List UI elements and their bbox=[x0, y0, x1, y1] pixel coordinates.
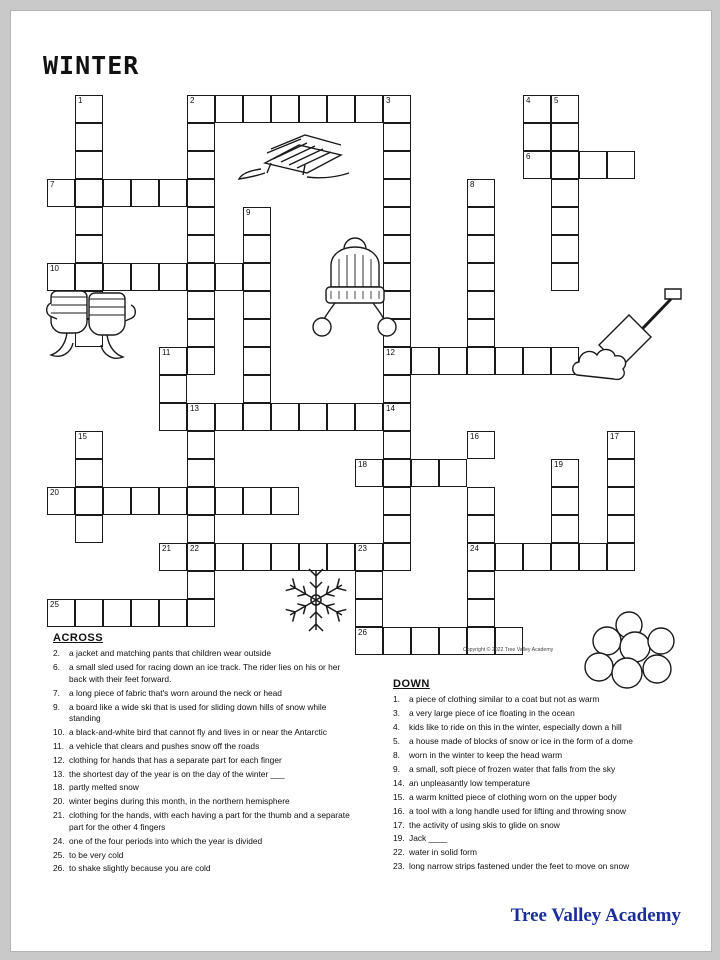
clue-number: 14. bbox=[393, 777, 405, 788]
cell-number: 10 bbox=[50, 264, 59, 273]
clue-text: a vehicle that clears and pushes snow off the roads bbox=[69, 740, 260, 751]
clue-number: 9. bbox=[53, 701, 60, 712]
clue-text: one of the four periods into which the year is divided bbox=[69, 835, 263, 846]
cell-number: 15 bbox=[78, 432, 87, 441]
crossword-cell[interactable] bbox=[187, 347, 215, 375]
crossword-cell[interactable] bbox=[47, 487, 75, 515]
clue-text: the activity of using skis to glide on snow bbox=[409, 819, 560, 830]
clue-number: 3. bbox=[393, 708, 400, 719]
cell-number: 26 bbox=[358, 628, 367, 637]
crossword-cell[interactable] bbox=[215, 263, 243, 291]
clue-number: 16. bbox=[393, 805, 405, 816]
crossword-cell[interactable] bbox=[187, 319, 215, 347]
crossword-cell[interactable] bbox=[187, 291, 215, 319]
across-clue bbox=[53, 863, 353, 874]
cell-number: 19 bbox=[554, 460, 563, 469]
crossword-cell[interactable] bbox=[75, 151, 103, 179]
crossword-cell[interactable] bbox=[243, 235, 271, 263]
clue-text: a black-and-white bird that cannot fly and lives in or near the Antarctic bbox=[69, 726, 327, 737]
crossword-cell[interactable] bbox=[103, 599, 131, 627]
crossword-cell[interactable] bbox=[187, 515, 215, 543]
crossword-cell[interactable] bbox=[607, 459, 635, 487]
crossword-cell[interactable] bbox=[215, 487, 243, 515]
crossword-cell[interactable] bbox=[467, 487, 495, 515]
down-heading: DOWN bbox=[393, 678, 430, 690]
crossword-cell[interactable] bbox=[411, 459, 439, 487]
crossword-cell[interactable] bbox=[159, 263, 187, 291]
crossword-cell[interactable] bbox=[243, 543, 271, 571]
crossword-cell[interactable] bbox=[523, 347, 551, 375]
crossword-cell[interactable] bbox=[271, 403, 299, 431]
clue-number: 9. bbox=[393, 763, 400, 774]
crossword-cell[interactable] bbox=[551, 179, 579, 207]
crossword-cell[interactable] bbox=[495, 347, 523, 375]
crossword-cell[interactable] bbox=[467, 291, 495, 319]
clue-text: clothing for hands that has a separate part for each finger bbox=[69, 754, 282, 765]
crossword-cell[interactable] bbox=[159, 487, 187, 515]
cell-number: 9 bbox=[246, 208, 251, 217]
crossword-cell[interactable] bbox=[551, 515, 579, 543]
crossword-cell[interactable] bbox=[75, 459, 103, 487]
clue-number: 11. bbox=[53, 740, 65, 751]
crossword-cell[interactable] bbox=[159, 179, 187, 207]
clue-number: 25. bbox=[53, 849, 65, 860]
cell-number: 25 bbox=[50, 600, 59, 609]
crossword-cell[interactable] bbox=[607, 515, 635, 543]
crossword-cell[interactable] bbox=[467, 207, 495, 235]
crossword-cell[interactable] bbox=[159, 599, 187, 627]
crossword-cell[interactable] bbox=[467, 263, 495, 291]
crossword-cell[interactable] bbox=[383, 403, 411, 431]
crossword-cell[interactable] bbox=[159, 375, 187, 403]
crossword-cell[interactable] bbox=[299, 403, 327, 431]
clue-text: a house made of blocks of snow or ice in the form of a dome bbox=[409, 736, 633, 747]
snowflake-illustration bbox=[279, 563, 353, 637]
crossword-cell[interactable] bbox=[243, 487, 271, 515]
crossword-cell[interactable] bbox=[75, 599, 103, 627]
crossword-cell[interactable] bbox=[355, 627, 383, 655]
across-heading: ACROSS bbox=[53, 632, 104, 644]
clue-number: 15. bbox=[393, 791, 405, 802]
crossword-cell[interactable] bbox=[523, 123, 551, 151]
down-clue bbox=[393, 806, 693, 817]
crossword-cell[interactable] bbox=[103, 487, 131, 515]
crossword-cell[interactable] bbox=[187, 459, 215, 487]
across-clue bbox=[53, 796, 353, 807]
crossword-cell[interactable] bbox=[327, 95, 355, 123]
crossword-cell[interactable] bbox=[271, 95, 299, 123]
down-clue bbox=[393, 708, 693, 719]
crossword-cell[interactable] bbox=[383, 627, 411, 655]
crossword-cell[interactable] bbox=[551, 487, 579, 515]
cell-number: 20 bbox=[50, 488, 59, 497]
crossword-cell[interactable] bbox=[411, 627, 439, 655]
cell-number: 16 bbox=[470, 432, 479, 441]
crossword-cell[interactable] bbox=[187, 487, 215, 515]
crossword-cell[interactable] bbox=[467, 179, 495, 207]
crossword-cell[interactable] bbox=[243, 207, 271, 235]
brand-logo: Tree Valley Academy bbox=[510, 905, 681, 926]
clue-text: Jack ____ bbox=[409, 833, 448, 844]
cell-number: 23 bbox=[358, 544, 367, 553]
clue-number: 19. bbox=[393, 833, 405, 844]
crossword-cell[interactable] bbox=[131, 179, 159, 207]
cell-number: 13 bbox=[190, 404, 199, 413]
clue-text: winter begins during this month, in the northern hemisphere bbox=[69, 796, 290, 807]
mittens-illustration bbox=[45, 283, 141, 379]
crossword-cell[interactable] bbox=[355, 403, 383, 431]
cell-number: 24 bbox=[470, 544, 479, 553]
clue-text: a small, soft piece of frozen water that falls from the sky bbox=[409, 763, 616, 774]
crossword-cell[interactable] bbox=[47, 599, 75, 627]
across-clue bbox=[53, 727, 353, 738]
crossword-cell[interactable] bbox=[355, 95, 383, 123]
crossword-cell[interactable] bbox=[187, 403, 215, 431]
copyright-text: Copyright © 2022 Tree Valley Academy bbox=[463, 647, 554, 653]
clue-text: long narrow strips fastened under the feet to move on snow bbox=[409, 861, 630, 872]
cell-number: 2 bbox=[190, 96, 195, 105]
crossword-cell[interactable] bbox=[75, 179, 103, 207]
crossword-cell[interactable] bbox=[187, 179, 215, 207]
clue-text: a warm knitted piece of clothing worn on the upper body bbox=[409, 791, 617, 802]
down-clue bbox=[393, 694, 693, 705]
clue-number: 18. bbox=[53, 782, 65, 793]
crossword-cell[interactable] bbox=[243, 95, 271, 123]
clue-number: 24. bbox=[53, 835, 65, 846]
clue-text: worn in the winter to keep the head warm bbox=[409, 750, 563, 761]
crossword-cell[interactable] bbox=[75, 95, 103, 123]
clue-text: an unpleasantly low temperature bbox=[409, 777, 531, 788]
crossword-cell[interactable] bbox=[243, 375, 271, 403]
crossword-cell[interactable] bbox=[383, 95, 411, 123]
crossword-cell[interactable] bbox=[215, 543, 243, 571]
across-clue bbox=[53, 755, 353, 766]
clue-number: 12. bbox=[53, 754, 65, 765]
crossword-cell[interactable] bbox=[551, 235, 579, 263]
cell-number: 7 bbox=[50, 180, 55, 189]
crossword-cell[interactable] bbox=[243, 263, 271, 291]
crossword-cell[interactable] bbox=[523, 543, 551, 571]
across-clue bbox=[53, 741, 353, 752]
cell-number: 18 bbox=[358, 460, 367, 469]
clue-number: 22. bbox=[393, 847, 405, 858]
crossword-cell[interactable] bbox=[75, 207, 103, 235]
clue-text: a very large piece of ice floating in the ocean bbox=[409, 708, 575, 719]
crossword-cell[interactable] bbox=[607, 431, 635, 459]
clue-number: 26. bbox=[53, 863, 65, 874]
crossword-cell[interactable] bbox=[187, 543, 215, 571]
down-clue bbox=[393, 736, 693, 747]
crossword-cell[interactable] bbox=[75, 515, 103, 543]
crossword-cell[interactable] bbox=[75, 487, 103, 515]
crossword-cell[interactable] bbox=[299, 95, 327, 123]
down-clue bbox=[393, 833, 693, 844]
clue-number: 21. bbox=[53, 810, 65, 821]
crossword-cell[interactable] bbox=[187, 263, 215, 291]
crossword-cell[interactable] bbox=[383, 487, 411, 515]
down-clue bbox=[393, 722, 693, 733]
crossword-cell[interactable] bbox=[439, 459, 467, 487]
clue-number: 6. bbox=[53, 662, 60, 673]
crossword-cell[interactable] bbox=[187, 599, 215, 627]
crossword-cell[interactable] bbox=[187, 95, 215, 123]
cell-number: 3 bbox=[386, 96, 391, 105]
clue-text: water in solid form bbox=[409, 847, 477, 858]
clue-text: a jacket and matching pants that children wear outside bbox=[69, 648, 272, 659]
cell-number: 21 bbox=[162, 544, 171, 553]
crossword-cell[interactable] bbox=[75, 431, 103, 459]
crossword-cell[interactable] bbox=[551, 151, 579, 179]
crossword-cell[interactable] bbox=[551, 95, 579, 123]
across-clue bbox=[53, 810, 353, 833]
down-clue bbox=[393, 750, 693, 761]
crossword-cell[interactable] bbox=[243, 347, 271, 375]
crossword-cell[interactable] bbox=[243, 319, 271, 347]
down-clue bbox=[393, 764, 693, 775]
across-clue bbox=[53, 702, 353, 725]
down-clue bbox=[393, 861, 693, 872]
cell-number: 8 bbox=[470, 180, 475, 189]
clue-text: a long piece of fabric that's worn around the neck or head bbox=[69, 687, 282, 698]
crossword-cell[interactable] bbox=[383, 151, 411, 179]
crossword-cell[interactable] bbox=[607, 151, 635, 179]
cell-number: 14 bbox=[386, 404, 395, 413]
crossword-cell[interactable] bbox=[47, 179, 75, 207]
clue-number: 10. bbox=[53, 726, 65, 737]
crossword-cell[interactable] bbox=[551, 459, 579, 487]
cell-number: 1 bbox=[78, 96, 83, 105]
cell-number: 5 bbox=[554, 96, 559, 105]
crossword-cell[interactable] bbox=[467, 431, 495, 459]
clue-number: 2. bbox=[53, 648, 60, 659]
crossword-cell[interactable] bbox=[187, 431, 215, 459]
crossword-cell[interactable] bbox=[103, 179, 131, 207]
cell-number: 22 bbox=[190, 544, 199, 553]
crossword-cell[interactable] bbox=[495, 543, 523, 571]
across-clue-list bbox=[53, 633, 353, 877]
crossword-cell[interactable] bbox=[523, 151, 551, 179]
crossword-cell[interactable] bbox=[383, 207, 411, 235]
crossword-cell[interactable] bbox=[467, 543, 495, 571]
crossword-cell[interactable] bbox=[551, 123, 579, 151]
crossword-cell[interactable] bbox=[523, 95, 551, 123]
crossword-cell[interactable] bbox=[467, 347, 495, 375]
crossword-cell[interactable] bbox=[187, 235, 215, 263]
page-title: WINTER bbox=[43, 51, 140, 80]
down-clue bbox=[393, 778, 693, 789]
clue-number: 20. bbox=[53, 796, 65, 807]
crossword-cell[interactable] bbox=[187, 151, 215, 179]
clue-number: 8. bbox=[393, 750, 400, 761]
crossword-cell[interactable] bbox=[75, 235, 103, 263]
crossword-cell[interactable] bbox=[383, 347, 411, 375]
crossword-cell[interactable] bbox=[383, 459, 411, 487]
sled-illustration bbox=[237, 129, 357, 189]
crossword-cell[interactable] bbox=[355, 571, 383, 599]
crossword-cell[interactable] bbox=[383, 543, 411, 571]
across-clue bbox=[53, 688, 353, 699]
cell-number: 6 bbox=[526, 152, 531, 161]
cell-number: 12 bbox=[386, 348, 395, 357]
crossword-cell[interactable] bbox=[439, 347, 467, 375]
clue-text: a board like a wide ski that is used for sliding down hills of snow while standing bbox=[69, 701, 327, 723]
across-clue bbox=[53, 782, 353, 793]
clue-text: the shortest day of the year is on the day of the winter ___ bbox=[69, 768, 285, 779]
crossword-cell[interactable] bbox=[579, 151, 607, 179]
crossword-cell[interactable] bbox=[159, 403, 187, 431]
down-clue-list bbox=[393, 679, 693, 875]
crossword-cell[interactable] bbox=[355, 459, 383, 487]
crossword-cell[interactable] bbox=[383, 375, 411, 403]
crossword-cell[interactable] bbox=[383, 123, 411, 151]
crossword-cell[interactable] bbox=[467, 571, 495, 599]
clue-number: 17. bbox=[393, 819, 405, 830]
crossword-cell[interactable] bbox=[355, 543, 383, 571]
worksheet-page bbox=[10, 10, 712, 952]
clue-text: a tool with a long handle used for lifting and throwing snow bbox=[409, 805, 626, 816]
down-clue bbox=[393, 820, 693, 831]
across-clue bbox=[53, 836, 353, 847]
crossword-cell[interactable] bbox=[467, 235, 495, 263]
crossword-cell[interactable] bbox=[383, 515, 411, 543]
crossword-cell[interactable] bbox=[215, 403, 243, 431]
clue-number: 4. bbox=[393, 722, 400, 733]
crossword-cell[interactable] bbox=[159, 543, 187, 571]
crossword-cell[interactable] bbox=[607, 543, 635, 571]
clue-number: 23. bbox=[393, 861, 405, 872]
across-clue bbox=[53, 648, 353, 659]
crossword-cell[interactable] bbox=[383, 431, 411, 459]
clue-text: clothing for the hands, with each having a part for the thumb and a separate part for the other 4 fingers bbox=[69, 810, 350, 832]
crossword-cell[interactable] bbox=[243, 403, 271, 431]
winter-hat-illustration bbox=[311, 233, 399, 343]
crossword-cell[interactable] bbox=[271, 487, 299, 515]
crossword-cell[interactable] bbox=[467, 319, 495, 347]
crossword-cell[interactable] bbox=[411, 347, 439, 375]
clue-text: to shake slightly because you are cold bbox=[69, 863, 211, 874]
clue-text: to be very cold bbox=[69, 849, 124, 860]
clue-number: 13. bbox=[53, 768, 65, 779]
crossword-cell[interactable] bbox=[551, 207, 579, 235]
crossword-cell[interactable] bbox=[187, 571, 215, 599]
crossword-cell[interactable] bbox=[215, 95, 243, 123]
across-clue bbox=[53, 850, 353, 861]
crossword-cell[interactable] bbox=[243, 291, 271, 319]
clue-number: 7. bbox=[53, 687, 60, 698]
across-clue bbox=[53, 662, 353, 685]
crossword-cell[interactable] bbox=[467, 599, 495, 627]
snow-shovel-illustration bbox=[559, 283, 691, 393]
cell-number: 11 bbox=[162, 348, 171, 357]
clue-text: partly melted snow bbox=[69, 782, 139, 793]
clue-text: a small sled used for racing down an ice track. The rider lies on his or her back with their feet forward. bbox=[69, 662, 341, 684]
crossword-cell[interactable] bbox=[187, 123, 215, 151]
crossword-cell[interactable] bbox=[187, 207, 215, 235]
crossword-cell[interactable] bbox=[551, 543, 579, 571]
clue-number: 1. bbox=[393, 694, 400, 705]
down-clue bbox=[393, 847, 693, 858]
crossword-cell[interactable] bbox=[383, 179, 411, 207]
cell-number: 4 bbox=[526, 96, 531, 105]
crossword-cell[interactable] bbox=[75, 123, 103, 151]
clue-text: a piece of clothing similar to a coat but not as warm bbox=[409, 694, 600, 705]
crossword-cell[interactable] bbox=[579, 543, 607, 571]
down-clue bbox=[393, 792, 693, 803]
crossword-cell[interactable] bbox=[131, 487, 159, 515]
across-clue bbox=[53, 769, 353, 780]
crossword-cell[interactable] bbox=[355, 599, 383, 627]
crossword-cell[interactable] bbox=[131, 599, 159, 627]
clue-number: 5. bbox=[393, 736, 400, 747]
crossword-cell[interactable] bbox=[327, 403, 355, 431]
clue-text: kids like to ride on this in the winter, especially down a hill bbox=[409, 722, 622, 733]
crossword-cell[interactable] bbox=[607, 487, 635, 515]
crossword-cell[interactable] bbox=[159, 347, 187, 375]
cell-number: 17 bbox=[610, 432, 619, 441]
crossword-cell[interactable] bbox=[467, 515, 495, 543]
